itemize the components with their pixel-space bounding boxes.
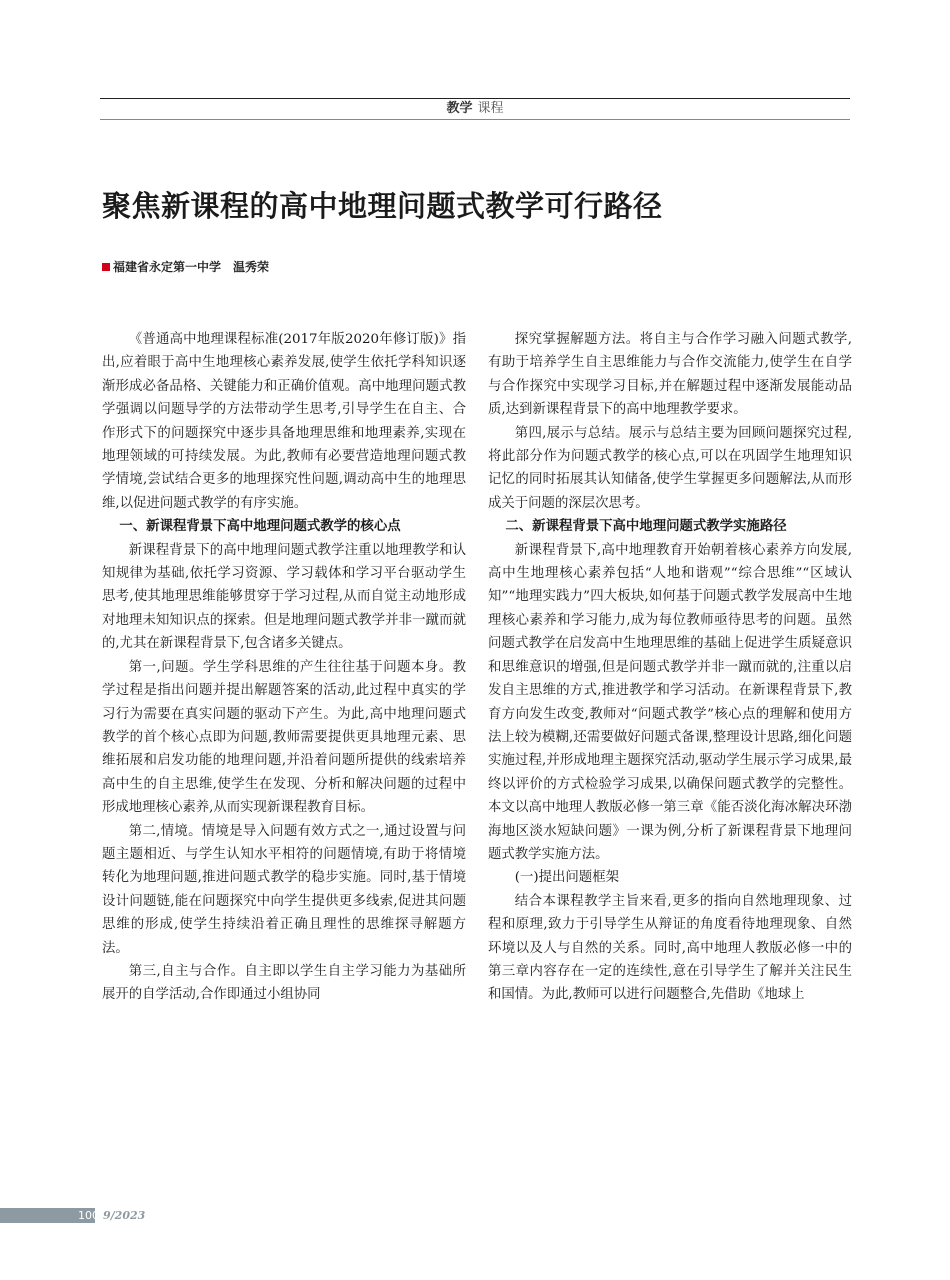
section-tag-sub: 课程 — [477, 101, 504, 116]
paragraph: 第四,展示与总结。展示与总结主要为回顾问题探究过程,将此部分作为问题式教学的核心点,可以在巩固学生地理知识记忆的同时拓展其认知储备,使学生掌握更多问题解法,从而形成关于问题的深层次思考。 — [488, 425, 852, 511]
paragraph: 新课程背景下,高中地理教育开始朝着核心素养方向发展,高中生地理核心素养包括“人地和谐观”“综合思维”“区域认知”“地理实践力”四大板块,如何基于问题式教学发展高中生地理核心素养和学习能力,成为每位教师亟待思考的问题。虽然问题式教学在启发高中生地理思维的基础上促进学生质疑意识和思维意识的增强,但是问题式教学并非一蹴而就的,注重以启发自主思维的方式,推进教学和学习活动。在新课程背景下,教育方向发生改变,教师对“问题式教学”核心点的理解和使用方法上较为模糊,还需要做好问题式备课,整理设计思路,细化问题实施过程,并形成地理主题探究活动,驱动学生展示学习成果,最终以评价的方式检验学习成果,以确保问题式教学的完整性。本文以高中地理人教版必修一第三章《能否淡化海冰解决环渤海地区淡水短缺问题》一课为例,分析了新课程背景下地理问题式教学实施方法。 — [488, 542, 852, 862]
byline — [102, 259, 269, 275]
paragraph: 第二,情境。情境是导入问题有效方式之一,通过设置与问题主题相近、与学生认知水平相符的问题情境,有助于将情境转化为地理问题,推进问题式教学的稳步实施。同时,基于情境设计问题链,能在问题探究中向学生提供更多线索,促进其问题思维的形成,使学生持续沿着正确且理性的思维探寻解题方法。 — [102, 823, 466, 956]
paragraph-intro: 《普通高中地理课程标准(2017年版2020年修订版)》指出,应着眼于高中生地理核心素养发展,使学生依托学科知识逐渐形成必备品格、关键能力和正确价值观。高中地理问题式教学强调以问题导学的方法带动学生思考,引导学生在自主、合作形式下的问题探究中逐步具备地理思维和地理素养,实现在地理领域的可持续发展。为此,教师有必要营造地理问题式教学情境,尝试结合更多的地理探究性问题,调动高中生的地理思维,以促进问题式教学的有序实施。 — [102, 332, 466, 511]
left-column — [102, 328, 466, 1007]
paragraph: 第三,自主与合作。自主即以学生自主学习能力为基础所展开的自学活动,合作即通过小组协同 — [102, 963, 466, 1003]
red-square-marker — [102, 263, 110, 271]
paragraph: 新课程背景下的高中地理问题式教学注重以地理教学和认知规律为基础,依托学习资源、学习载体和学习平台驱动学生思考,使其地理思维能够贯穿于学习过程,从而自觉主动地形成对地理未知知识点的探索。但是地理问题式教学并非一蹴而就的,尤其在新课程背景下,包含诸多关键点。 — [102, 542, 466, 652]
page-number: 100 — [78, 1209, 99, 1222]
paragraph: 探究掌握解题方法。将自主与合作学习融入问题式教学,有助于培养学生自主思维能力与合作交流能力,使学生在自学与合作探究中实现学习目标,并在解题过程中逐渐发展能动品质,达到新课程背景下的高中地理教学要求。 — [488, 332, 852, 418]
section-tag-main: 教学 — [446, 101, 473, 116]
subsection-heading: (一)提出问题框架 — [514, 870, 619, 886]
section-heading-1: 一、新课程背景下高中地理问题式教学的核心点 — [119, 519, 401, 535]
author-name: 温秀荣 — [233, 260, 270, 274]
paragraph: 第一,问题。学生学科思维的产生往往基于问题本身。教学过程是指出问题并提出解题答案的活动,此过程中真实的学习行为需要在真实问题的驱动下产生。为此,高中地理问题式教学的首个核心点即为问题,教师需要提供更具地理元素、思维拓展和启发功能的地理问题,并沿着问题所提供的线索培养高中生的自主思维,使学生在发现、分析和解决问题的过程中形成地理核心素养,从而实现新课程教育目标。 — [102, 659, 466, 816]
header-rule-top — [100, 98, 850, 99]
header-rule-bottom — [100, 119, 850, 120]
right-column — [488, 328, 852, 1007]
article-title: 聚焦新课程的高中地理问题式教学可行路径 — [102, 189, 663, 223]
author-affiliation: 福建省永定第一中学 — [113, 260, 222, 274]
section-tag — [0, 101, 950, 117]
section-heading-2: 二、新课程背景下高中地理问题式教学实施路径 — [505, 519, 787, 535]
issue-label: 9/2023 — [103, 1209, 146, 1222]
paragraph: 结合本课程教学主旨来看,更多的指向自然地理现象、过程和原理,致力于引导学生从辩证的角度看待地理现象、自然环境以及人与自然的关系。同时,高中地理人教版必修一中的第三章内容存在一定的连续性,意在引导学生了解并关注民生和国情。为此,教师可以进行问题整合,先借助《地球上 — [488, 893, 852, 1003]
